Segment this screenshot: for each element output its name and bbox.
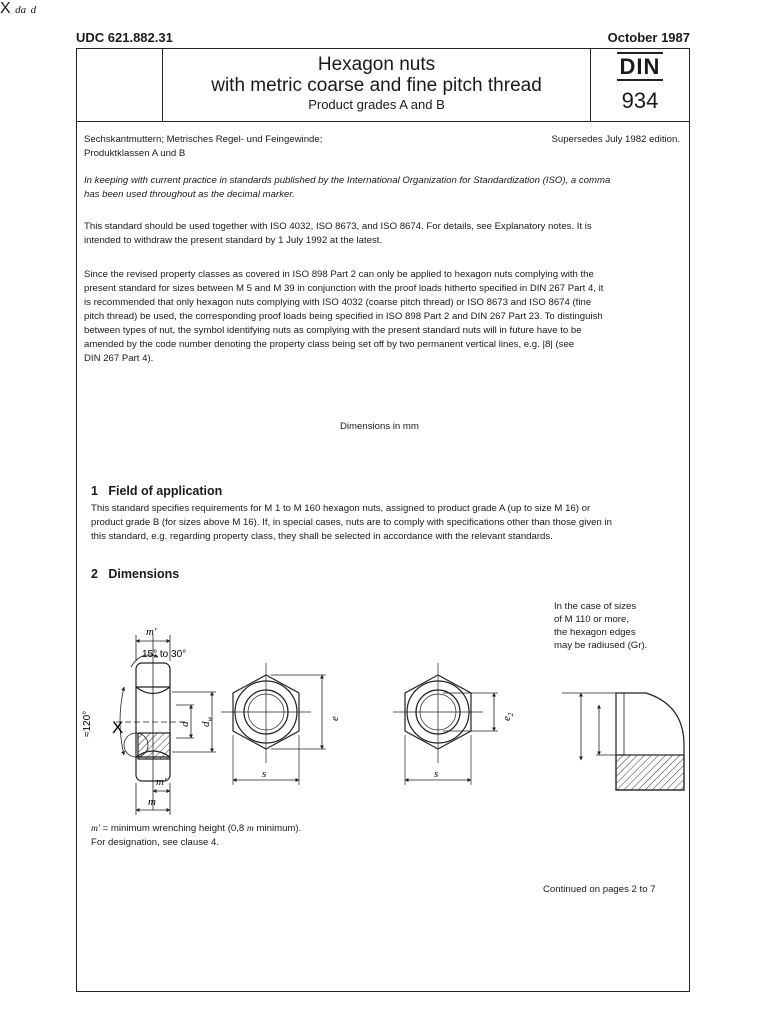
standard-number: 934 [621, 88, 659, 113]
da-label: da [15, 4, 27, 16]
m-prime-bottom-label: m' [156, 776, 167, 788]
decimal-marker-note: In keeping with current practice in standards published by the International Organization for Standardization (ISO), a comma has been used throughout as the decimal marker. [84, 175, 611, 200]
continued-note: Continued on pages 2 to 7 [543, 884, 656, 895]
s-label-view-2: s [434, 768, 439, 780]
detail-d-label: d [30, 4, 37, 16]
property-class-paragraph: Since the revised property classes as covered in ISO 898 Part 2 can only be applied to hexagon nuts complying with the present standard for sizes between M 5 and M 39 in conjunction with the proof loads hitherto specified in DIN 267 Part 4, it is recommended that only hexagon nuts complying with ISO 4032 (coarse pitch thread) or ISO 8673 and ISO 8674 (fine pitch thread) be used, the corresponding proof loads being specified in ISO 898 Part 2 and DIN 267 Part 23. To distinguish between types of nut, the symbol identifying nuts as complying with the present standard nuts will in future have to be amended by the code number denoting the property class being set off by two permanent vertical lines, e.g. |8| (see DIN 267 Part 4). [84, 269, 604, 364]
issue-date: October 1987 [607, 30, 690, 45]
e2-label: $e_2$ [501, 712, 515, 721]
m-prime-top-label: m' [146, 626, 157, 638]
detail-heading-x: X [0, 0, 11, 17]
supersedes-note: Supersedes July 1982 edition. [551, 134, 680, 145]
chamfer-angle-label: 15° to 30° [142, 649, 187, 660]
section-1-heading: 1 Field of application [91, 484, 223, 498]
udc-number: UDC 621.882.31 [76, 30, 173, 45]
d-label: d [179, 721, 191, 727]
usage-paragraph: This standard should be used together with ISO 4032, ISO 8673, and ISO 8674. For details, see Explanatory notes. It is intended to withdraw the present standard by 1 July 1992 at the latest. [84, 221, 592, 246]
e-label: e [329, 716, 341, 721]
top-view-1 [221, 663, 326, 785]
din-logo: DIN [590, 54, 690, 80]
detail-x-label: X [112, 718, 124, 737]
m-label: m [148, 796, 156, 808]
title-line-1: Hexagon nuts [317, 54, 436, 75]
detail-x-view [562, 693, 684, 790]
dimensions-unit-note: Dimensions in mm [340, 421, 419, 432]
s-label-view-1: s [262, 768, 267, 780]
document-title [163, 54, 590, 113]
title-line-2: with metric coarse and fine pitch thread [211, 75, 542, 96]
dw-label: $d_w$ [200, 716, 214, 727]
section-2-heading: 2 Dimensions [91, 567, 180, 581]
title-left-cell [76, 48, 163, 122]
top-view-2 [393, 663, 498, 785]
wrenching-height-footnote: m' = minimum wrenching height (0,8 m minimum). For designation, see clause 4. [91, 823, 302, 848]
angle-label: ≈120° [82, 710, 93, 737]
section-1-body: This standard specifies requirements for M 1 to M 160 hexagon nuts, assigned to product grade A (up to size M 16) or product grade B (for sizes above M 16). If, in special cases, nuts are to comply with specifications other than those given in this standard, e.g. regarding property class, they shall be selected in accordance with the relevant standards. [91, 503, 612, 542]
radiused-edges-note: In the case of sizes of M 110 or more, the hexagon edges may be radiused (Gr). [554, 601, 648, 651]
german-title: Sechskantmuttern; Metrisches Regel- und Feingewinde; Produktklassen A und B [84, 134, 323, 159]
title-line-3: Product grades A and B [308, 97, 445, 112]
